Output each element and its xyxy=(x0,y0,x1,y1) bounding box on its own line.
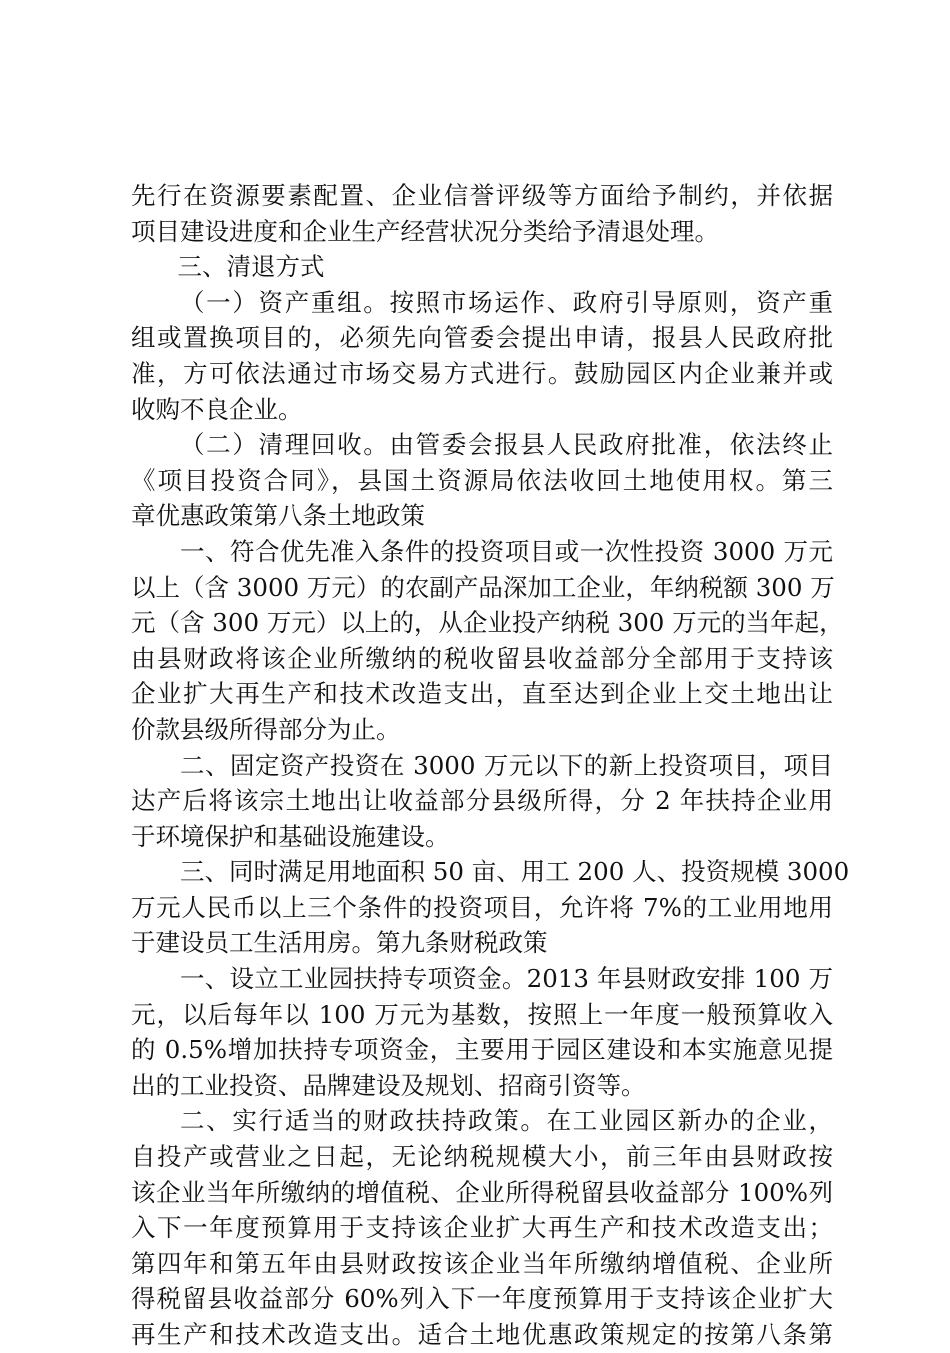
text-line: 入下一年度预算用于支持该企业扩大再生产和技术改造支出； xyxy=(131,1213,833,1243)
text-line: 收购不良企业。 xyxy=(131,394,303,424)
text-line: 项目建设进度和企业生产经营状况分类给予清退处理。 xyxy=(131,216,719,246)
text-line: 达产后将该宗土地出让收益部分县级所得，分 2 年扶持企业用 xyxy=(131,786,833,816)
text-line: 出的工业投资、品牌建设及规划、招商引资等。 xyxy=(131,1070,646,1100)
text-line: 二、固定资产投资在 3000 万元以下的新上投资项目，项目 xyxy=(180,750,833,780)
paragraph xyxy=(131,249,833,285)
paragraph xyxy=(131,178,833,249)
text-line: 由县财政将该企业所缴纳的税收留县收益部分全部用于支持该 xyxy=(131,643,833,673)
text-line: 自投产或营业之日起，无论纳税规模大小，前三年由县财政按 xyxy=(131,1142,833,1172)
text-line: 以上（含 3000 万元）的农副产品深加工企业，年纳税额 300 万 xyxy=(131,572,835,602)
text-line: 三、清退方式 xyxy=(177,252,325,282)
text-line: 再生产和技术改造支出。适合土地优惠政策规定的按第八条第 xyxy=(131,1320,833,1349)
text-line: 得税留县收益部分 60%列入下一年度预算用于支持该企业扩大 xyxy=(131,1284,833,1314)
text-line: 元（含 300 万元）以上的，从企业投产纳税 300 万元的当年起， xyxy=(131,608,844,638)
text-line: 组或置换项目的，必须先向管委会提出申请，报县人民政府批 xyxy=(131,323,833,353)
paragraph xyxy=(131,1103,833,1352)
text-line: 于建设员工生活用房。第九条财税政策 xyxy=(131,928,548,958)
text-line: （二）清理回收。由管委会报县人民政府批准，依法终止 xyxy=(180,430,833,460)
text-line: 于环境保护和基础设施建设。 xyxy=(131,821,450,851)
text-line: 三、同时满足用地面积 50 亩、用工 200 人、投资规模 3000 xyxy=(180,857,850,887)
paragraph xyxy=(131,285,833,427)
text-line: 企业扩大再生产和技术改造支出，直至达到企业上交土地出让 xyxy=(131,679,833,709)
text-line: 《项目投资合同》，县国土资源局依法收回土地使用权。第三 xyxy=(131,465,833,495)
text-line: 先行在资源要素配置、企业信誉评级等方面给予制约，并依据 xyxy=(131,181,833,210)
document-body xyxy=(131,178,850,1353)
paragraph xyxy=(131,748,833,855)
text-line: 准，方可依法通过市场交易方式进行。鼓励园区内企业兼并或 xyxy=(131,358,833,388)
paragraph xyxy=(131,854,850,961)
text-line: 的 0.5%增加扶持专项资金，主要用于园区建设和本实施意见提 xyxy=(131,1035,833,1065)
paragraph xyxy=(131,534,844,748)
text-line: 章优惠政策第八条土地政策 xyxy=(131,501,425,531)
text-line: 该企业当年所缴纳的增值税、企业所得税留县收益部分 100%列 xyxy=(131,1177,833,1207)
text-line: 万元人民币以上三个条件的投资项目，允许将 7%的工业用地用 xyxy=(131,892,833,922)
text-line: （一）资产重组。按照市场运作、政府引导原则，资产重 xyxy=(180,287,833,317)
text-line: 二、实行适当的财政扶持政策。在工业园区新办的企业， xyxy=(180,1106,833,1136)
paragraph xyxy=(131,427,833,534)
text-line: 一、符合优先准入条件的投资项目或一次性投资 3000 万元 xyxy=(180,536,833,566)
text-line: 元，以后每年以 100 万元为基数，按照上一年度一般预算收入 xyxy=(131,999,833,1029)
text-line: 一、设立工业园扶持专项资金。2013 年县财政安排 100 万 xyxy=(180,964,833,994)
text-line: 价款县级所得部分为止。 xyxy=(131,714,401,744)
paragraph xyxy=(131,961,833,1103)
text-line: 第四年和第五年由县财政按该企业当年所缴纳增值税、企业所 xyxy=(131,1248,833,1278)
